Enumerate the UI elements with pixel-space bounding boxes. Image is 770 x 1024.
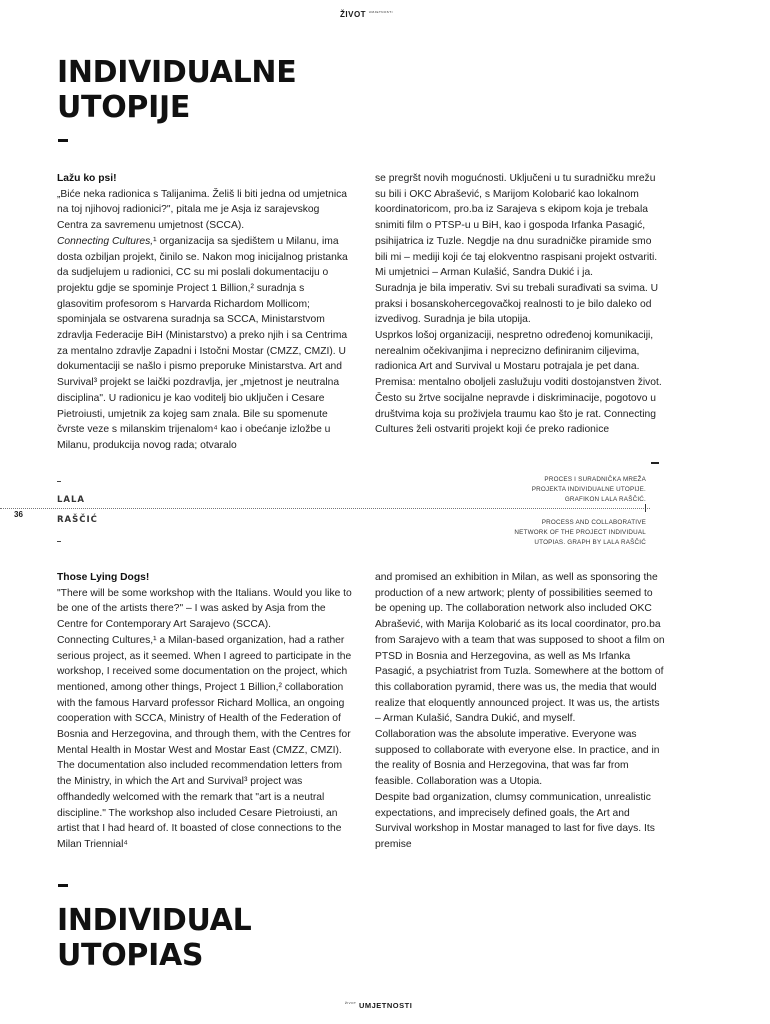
title-bs-line-1: INDIVIDUALNE [57, 55, 297, 90]
title-dash [58, 884, 68, 887]
page-number: 36 [14, 510, 23, 519]
body-bs-left [57, 171, 352, 454]
paragraph: Despite bad organization, clumsy communication, unrealistic expectations, and imprecisely defined goals, the Art and Survival workshop in Mostar managed to last for five days. Its premise [375, 791, 655, 850]
title-dash [58, 139, 68, 142]
title-en [57, 903, 251, 973]
caption-line: UTOPIAS. GRAPH BY LALA RAŠČIĆ [534, 539, 646, 546]
title-en-line-2: UTOPIAS [57, 938, 204, 973]
separator-tick [645, 504, 646, 512]
caption-line: GRAFIKON LALA RAŠČIĆ. [564, 496, 646, 503]
paragraph: Suradnja je bila imperativ. Svi su trebali surađivati sa svima. U praksi i bosanskohercegovačkoj realnosti to je bilo daleko od izvedivog. Suradnja je bila utopija. [375, 282, 659, 326]
author-last-name: RAŠČIĆ [57, 515, 98, 525]
paragraph: „Biće neka radionica s Talijanima. Želiš li biti jedna od umjetnica na toj njihovoj radionici?", pitala me je Asja iz sarajevskog Centra za savremenu umjetnost (SCCA). [57, 188, 347, 232]
body-bs-right [375, 171, 665, 438]
author-first-name: LALA [57, 495, 85, 505]
title-bs-line-2: UTOPIJE [57, 90, 191, 125]
caption-line: PROCESS AND COLLABORATIVE [541, 519, 646, 526]
caption-bs [440, 475, 646, 505]
paragraph-text: ¹ organizacija sa sjedištem u Milanu, ima dosta ozbiljan projekt, činilo se. Nakon mog inicijalnog pristanka da sudjelujem u radionici, CC su mi poslali dokumentaciju o projektu gdje se spominje [57, 235, 348, 294]
author-dash [57, 541, 61, 542]
running-footer-section: UMJETNOSTI [358, 1001, 413, 1010]
italic-term: Connecting Cultures, [57, 235, 154, 247]
caption-line: PROJEKTA INDIVIDUALNE UTOPIJE. [531, 486, 646, 493]
paragraph: se pregršt novih mogućnosti. Uključeni u tu suradničku mrežu su bili i OKC Abrašević, s Marijom Kolobarić kao lokalnom koordinatoricom, pro.ba iz Sarajeva s ekipom koja je trebala snimiti film o PTSP-u u BiH, kao i gospoda Irfanka Pasagić, psihijatrica iz Tuzle. Negdje na dnu suradničke piramide smo bili mi – mediji koji će taj elokventno raspisani projekt ostvariti. Mi umjetnici – Arman Kulašić, Sandra Dukić i ja. [375, 173, 658, 279]
running-header-small: UMJETNOSTI [368, 10, 393, 14]
running-header-section: ŽIVOT [340, 10, 367, 19]
caption-line: PROCES I SURADNIČKA MREŽA [544, 476, 646, 483]
column-dash [651, 462, 659, 464]
author-dash [57, 481, 61, 482]
running-footer-small: ŽIVOT [345, 1001, 357, 1005]
body-en-right [375, 570, 665, 853]
body-en-left [57, 570, 352, 853]
title-bs [57, 55, 296, 125]
subheading-bs: Lažu ko psi! [57, 173, 117, 184]
paragraph [57, 234, 352, 454]
paragraph: and promised an exhibition in Milan, as well as sponsoring the production of a new artwork; plenty of possibilities seemed to be opening up. The collaboration network also included OKC Abrašević, with Marija Kolobarić as its local coordinator, pro.ba from Sarajevo with a team that was supposed to shoot a film on PTSD in Bosnia and Herzegovina, as well as Ms Irfanka Pasagić, a psychiatrist from Tuzla. Somewhere at the bottom of this collaboration pyramid, there was us, the media that would realize that eloquently announced project. It was us, the artists – Arman Kulašić, Sandra Dukić, and myself. [375, 572, 665, 725]
paragraph-text: Project 1 Billion,² suradnja s glasovitim profesorom s Harvarda Richardom Mollicom; spominjala se ostvarena suradnja sa SCCA, Ministarstvom zdravlja Federacije BiH (Ministarstvo) a preko njih i sa Centrima za mentalno zdravlje Zapadni i Istočni Mostar (CMZZ, CMZI). U dokumentaciji se našlo i pismo preporuke Ministarstva. Art and Survival³ projekt se laički pozdravlja, jer „mjetnost je neutralna disciplina". U radionicu je kao voditelj bio uključen i Cesare Pietroiusti, umjetnik za kojeg sam znala. Bile su spomenute čvrste veze s milanskim trijenalom⁴ kao i obećanje izložbe u Milanu, produkcija novog rada; otvaralo [57, 282, 348, 451]
dotted-separator [0, 508, 650, 509]
paragraph: "There will be some workshop with the Italians. Would you like to be one of the artists there?" – I was asked by Asja from the Centre for Contemporary Art Sarajevo (SCCA). [57, 587, 352, 631]
paragraph: Usprkos lošoj organizaciji, nespretno određenoj komunikaciji, nerealnim očekivanjima i neprecizno definiranim ciljevima, radionica Art and Survival u Mostaru potrajala je pet dana. Premisa: mentalno oboljeli zaslužuju voditi dostojanstven život. Često su žrtve socijalne nepravde i diskriminacije, pogotovo u društvima koja su proživjela traumu kao što je rat. Connecting Cultures želi ostvariti projekt koji će preko radionice [375, 330, 662, 436]
paragraph: Collaboration was the absolute imperative. Everyone was supposed to collaborate with everyone else. In practice, and in the reality of Bosnia and Herzegovina, that was far from feasible. Collaboration was a Utopia. [375, 729, 660, 788]
caption-en [440, 518, 646, 548]
caption-line: NETWORK OF THE PROJECT INDIVIDUAL [514, 529, 646, 536]
running-header [340, 10, 393, 19]
running-footer [345, 1001, 412, 1010]
title-en-line-1: INDIVIDUAL [57, 903, 252, 938]
subheading-en: Those Lying Dogs! [57, 572, 150, 583]
paragraph: Connecting Cultures,¹ a Milan-based organization, had a rather serious project, as it seemed. When I agreed to participate in the workshop, I received some documentation on the project, which mentioned, among other things, Project 1 Billion,² collaboration with the famous Harvard professor Richard Mollica, an ongoing cooperation with SCCA, Ministry of Health of the Federation of Bosnia and Herzegovina, and through them, with the Centres for Mental Health in Mostar West and Mostar East (CMZZ, CMZI). The documentation also included recommendation letters from the Ministry, in which the Art and Survival³ project was offhandedly welcomed with the remark that "art is a neutral discipline." The workshop also included Cesare Pietroiusti, an artist that I had heard of. It boasted of close connections to the Milan Triennial⁴ [57, 634, 352, 850]
